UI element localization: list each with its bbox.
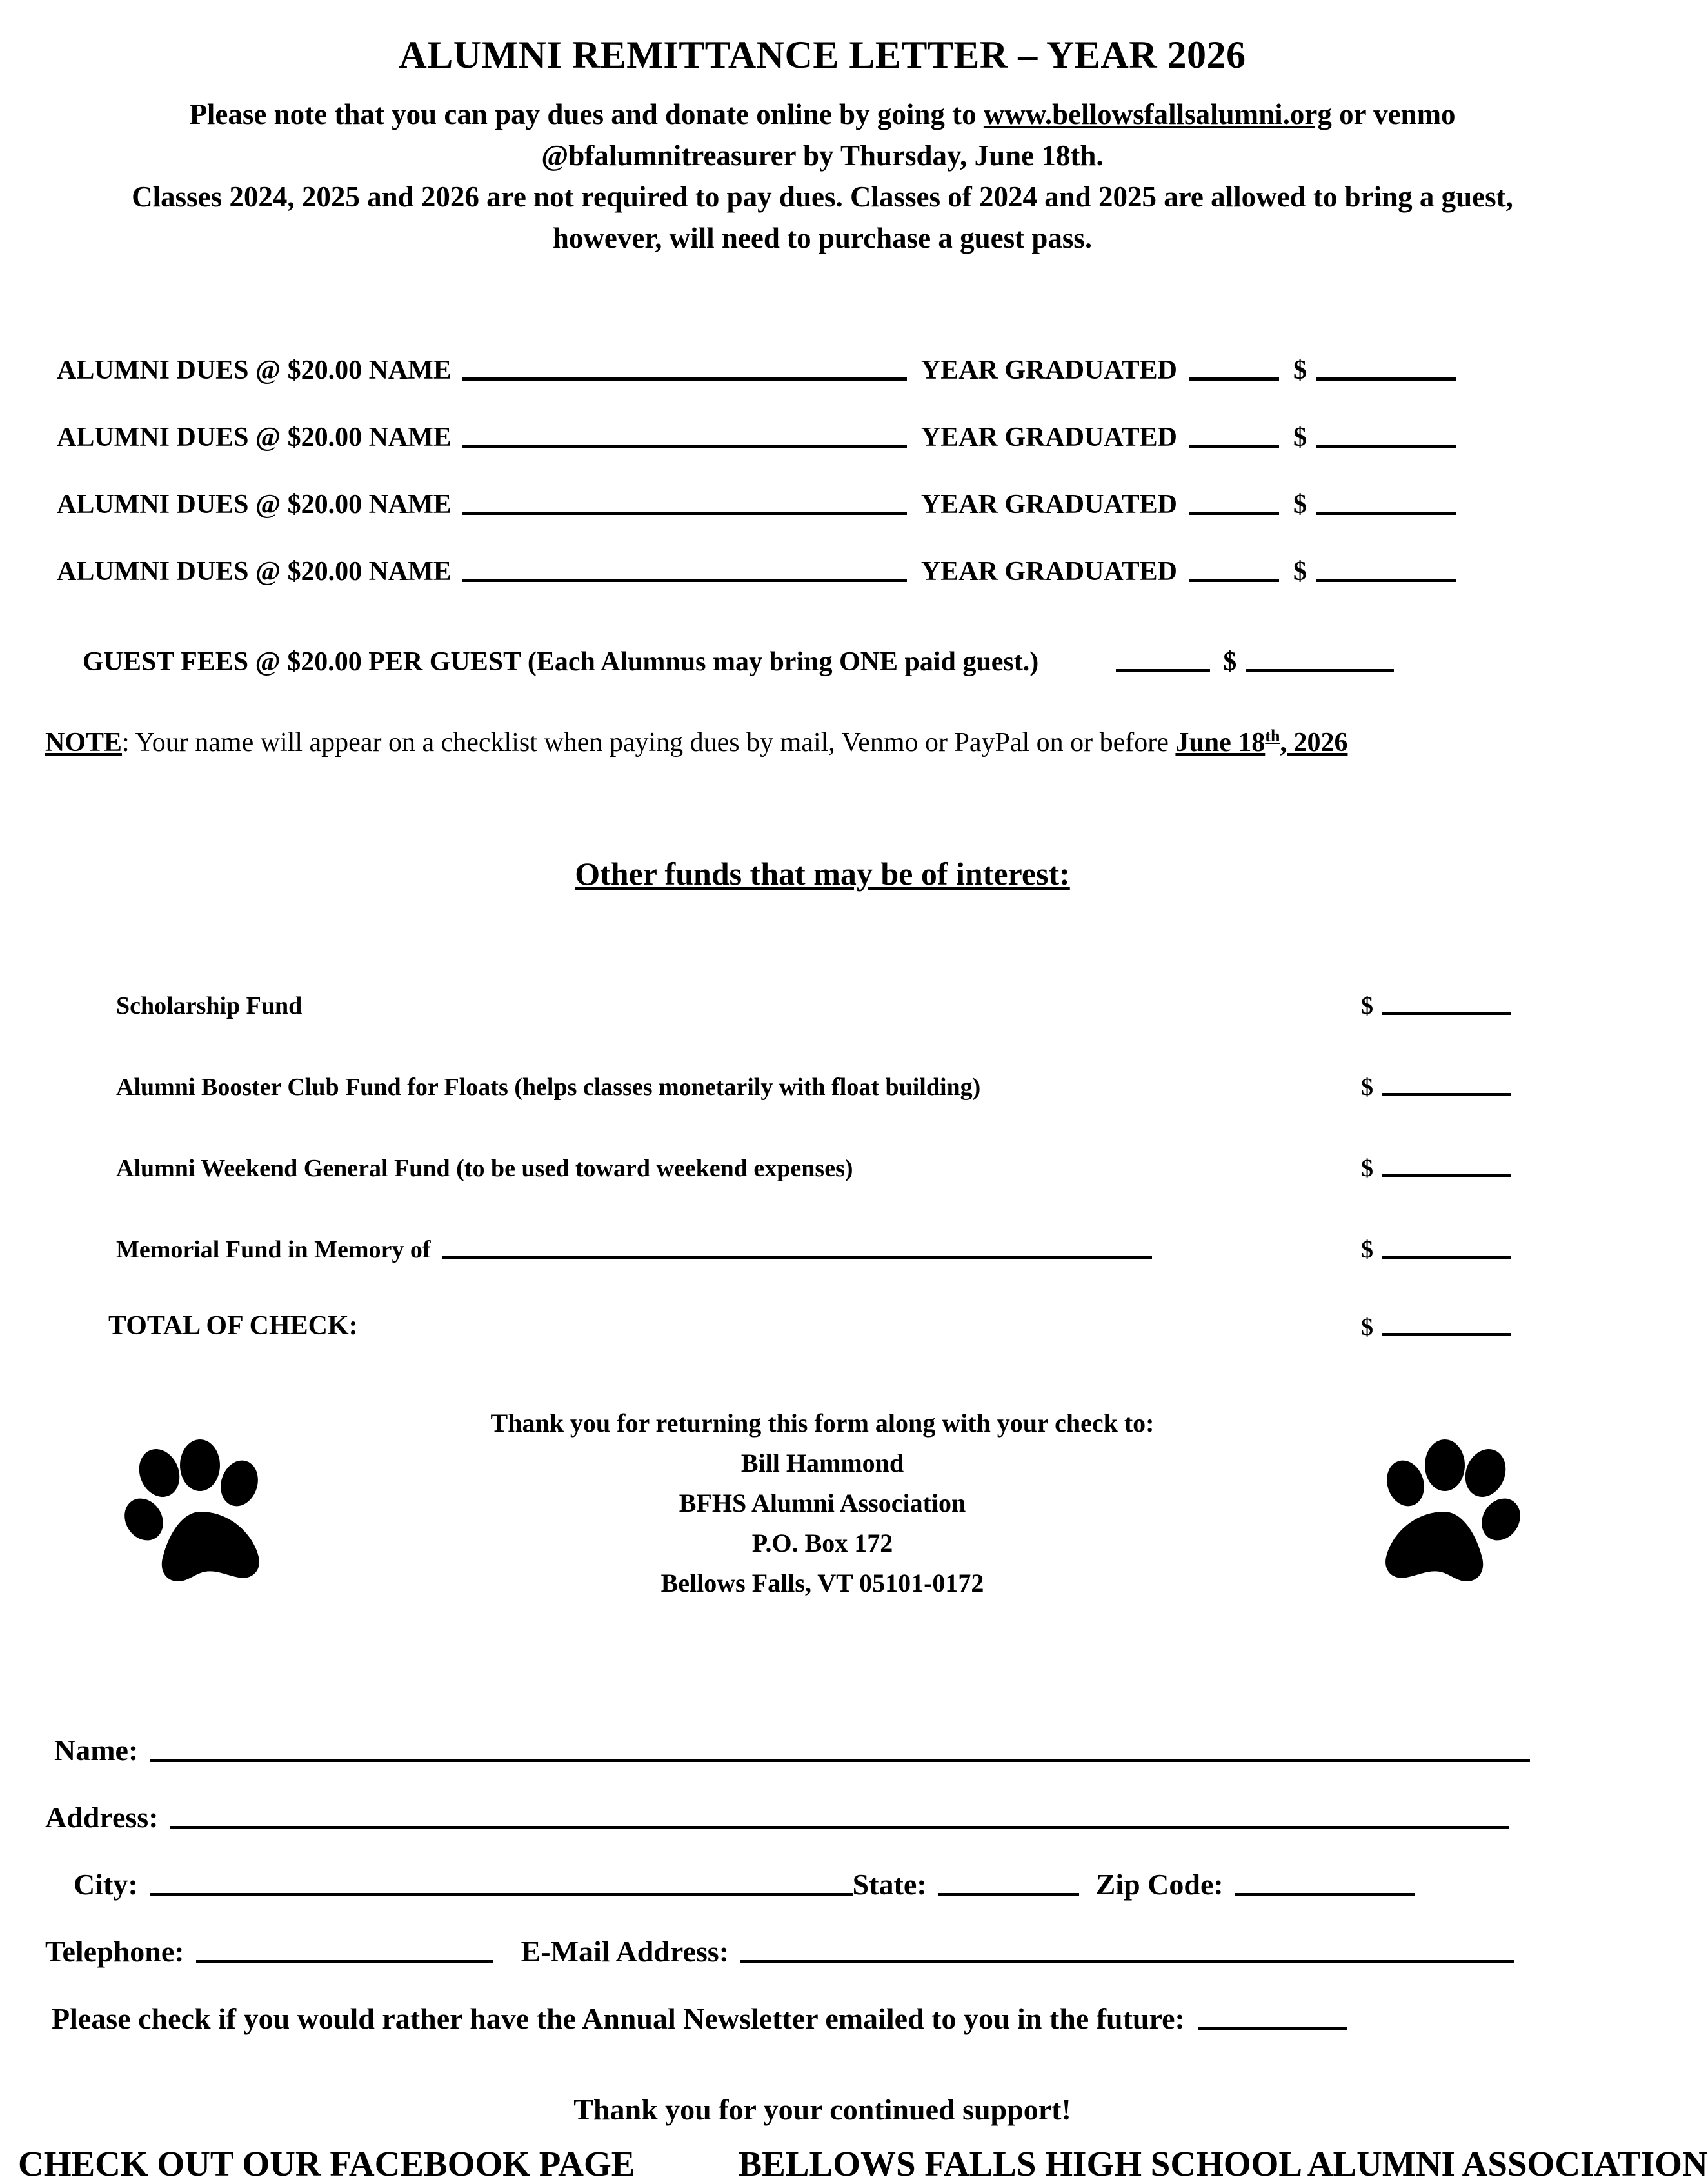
fund-label: Alumni Weekend General Fund (to be used toward weekend expenses) (116, 1154, 853, 1182)
email-input[interactable] (740, 1960, 1514, 1963)
telephone-email-row (45, 1901, 1619, 1969)
facebook-callout[interactable]: CHECK OUT OUR FACEBOOK PAGE (18, 2143, 635, 2183)
dues-label: ALUMNI DUES @ $20.00 NAME (57, 355, 452, 385)
fund-label: Memorial Fund in Memory of (116, 1236, 431, 1263)
fund-money-group (1361, 1236, 1511, 1264)
alumni-website-link[interactable]: www.bellowsfallsalumni.org (983, 98, 1332, 130)
total-of-check-label: TOTAL OF CHECK: (108, 1310, 358, 1341)
dues-row (0, 319, 1645, 386)
city-label: City: (74, 1867, 138, 1901)
dues-currency-symbol: $ (1293, 489, 1307, 519)
fund-amount-input-line[interactable] (1382, 1093, 1511, 1096)
alumni-dues-block (0, 319, 1645, 587)
fund-amount-input-line[interactable] (1382, 1012, 1511, 1015)
dues-name-input-line[interactable] (462, 579, 907, 582)
mailing-line-5: Bellows Falls, VT 05101-0172 (660, 1568, 984, 1598)
intro-line1-pre: Please note that you can pay dues and donate online by going to (189, 98, 984, 130)
guest-amount-input-line[interactable] (1246, 669, 1394, 672)
page-footer (0, 2092, 1708, 2184)
dues-amount-input-line[interactable] (1316, 512, 1456, 515)
footer-bar (0, 2143, 1708, 2184)
fund-currency-symbol: $ (1361, 1073, 1373, 1101)
fund-currency-symbol: $ (1361, 1236, 1373, 1263)
note-body: : Your name will appear on a checklist when paying dues by mail, Venmo or PayPal on or before (122, 727, 1176, 757)
city-state-zip-row (45, 1834, 1619, 1901)
fund-label: Scholarship Fund (116, 992, 303, 1019)
total-of-check-row (0, 1264, 1645, 1341)
newsletter-checkbox-line[interactable] (1198, 2027, 1347, 2030)
dues-name-input-line[interactable] (462, 445, 907, 448)
mailing-line-2: Bill Hammond (740, 1448, 904, 1478)
intro-line1-post: or venmo (1331, 98, 1456, 130)
dues-year-input-line[interactable] (1189, 445, 1279, 448)
association-name: BELLOWS FALLS HIGH SCHOOL ALUMNI ASSOCIATION (738, 2143, 1708, 2183)
dues-label: ALUMNI DUES @ $20.00 NAME (57, 556, 452, 586)
dues-amount-input-line[interactable] (1316, 579, 1456, 582)
guest-currency-symbol: $ (1223, 646, 1237, 677)
state-input[interactable] (938, 1893, 1079, 1896)
mailing-line-1: Thank you for returning this form along with your check to: (490, 1408, 1155, 1438)
fund-currency-symbol: $ (1361, 992, 1373, 1019)
dues-year-input-line[interactable] (1189, 579, 1279, 582)
dues-amount-input-line[interactable] (1316, 377, 1456, 381)
note-date-monthday: June 18 (1175, 727, 1266, 757)
address-label: Address: (45, 1800, 159, 1834)
dues-year-input-line[interactable] (1189, 377, 1279, 381)
intro-paragraph (81, 76, 1564, 259)
other-funds-list (0, 939, 1645, 1341)
fund-row-memorial (0, 1183, 1645, 1264)
footer-thanks-text: Thank you for your continued support! (573, 2092, 1071, 2126)
email-label: E-Mail Address: (521, 1934, 730, 1968)
dues-label: ALUMNI DUES @ $20.00 NAME (57, 422, 452, 452)
fund-currency-symbol: $ (1361, 1154, 1373, 1182)
note-line (0, 726, 1645, 758)
mailing-address-area (0, 1403, 1645, 1661)
page-title: ALUMNI REMITTANCE LETTER – YEAR 2026 (399, 34, 1246, 76)
contact-form (0, 1700, 1645, 2036)
dues-currency-symbol: $ (1293, 422, 1307, 452)
newsletter-opt-in-row (45, 1969, 1619, 2036)
fund-row-weekend-general (0, 1101, 1645, 1183)
dues-row (0, 520, 1645, 587)
total-currency-symbol: $ (1361, 1313, 1373, 1341)
telephone-label: Telephone: (45, 1934, 184, 1968)
fund-amount-input-line[interactable] (1382, 1256, 1511, 1259)
dues-row (0, 386, 1645, 453)
mailing-line-4: P.O. Box 172 (751, 1528, 893, 1558)
newsletter-label: Please check if you would rather have the Annual Newsletter emailed to you in the future: (52, 2001, 1185, 2035)
fund-money-group (1361, 1073, 1511, 1101)
address-input[interactable] (170, 1826, 1509, 1829)
fund-row-scholarship (0, 939, 1645, 1020)
address-field-row (45, 1767, 1619, 1834)
name-field-row (45, 1700, 1619, 1767)
total-amount-input-line[interactable] (1382, 1333, 1511, 1336)
dues-label: ALUMNI DUES @ $20.00 NAME (57, 489, 452, 519)
paw-print-icon (1367, 1408, 1522, 1586)
dues-year-label: YEAR GRADUATED (920, 422, 1177, 452)
state-label: State: (852, 1867, 927, 1901)
intro-line2: @bfalumnitreasurer by Thursday, June 18th. (541, 139, 1104, 172)
fund-row-booster-club (0, 1020, 1645, 1101)
dues-name-input-line[interactable] (462, 377, 907, 381)
guest-count-input-line[interactable] (1116, 669, 1210, 672)
telephone-input[interactable] (196, 1960, 493, 1963)
memorial-name-input-line[interactable] (442, 1256, 1152, 1259)
paw-print-icon (123, 1408, 277, 1586)
intro-line3: Classes 2024, 2025 and 2026 are not required to pay dues. Classes of 2024 and 2025 are allowed to bring a guest, however, will need to purchase a guest pass. (132, 180, 1513, 254)
zip-code-label: Zip Code: (1095, 1867, 1224, 1901)
dues-year-label: YEAR GRADUATED (920, 556, 1177, 586)
fund-money-group (1361, 1154, 1511, 1183)
city-input[interactable] (150, 1893, 853, 1896)
dues-year-label: YEAR GRADUATED (920, 489, 1177, 519)
fund-money-group (1361, 992, 1511, 1020)
total-money-group (1361, 1313, 1511, 1341)
zip-code-input[interactable] (1235, 1893, 1415, 1896)
dues-currency-symbol: $ (1293, 556, 1307, 586)
dues-currency-symbol: $ (1293, 355, 1307, 385)
fund-label: Alumni Booster Club Fund for Floats (helps classes monetarily with float building) (116, 1073, 981, 1101)
dues-name-input-line[interactable] (462, 512, 907, 515)
dues-row (0, 453, 1645, 520)
dues-year-input-line[interactable] (1189, 512, 1279, 515)
mailing-line-3: BFHS Alumni Association (679, 1488, 966, 1518)
guest-fees-row (0, 632, 1645, 677)
note-prefix: NOTE (45, 727, 123, 757)
dues-year-label: YEAR GRADUATED (920, 355, 1177, 385)
name-input[interactable] (150, 1759, 1530, 1762)
guest-fees-label: GUEST FEES @ $20.00 PER GUEST (Each Alumnus may bring ONE paid guest.) (83, 646, 1039, 677)
note-date-year: , 2026 (1280, 727, 1348, 757)
note-date-ordinal: th (1265, 726, 1280, 745)
dues-amount-input-line[interactable] (1316, 445, 1456, 448)
name-label: Name: (54, 1733, 139, 1767)
fund-amount-input-line[interactable] (1382, 1174, 1511, 1177)
other-funds-heading: Other funds that may be of interest: (575, 855, 1070, 892)
